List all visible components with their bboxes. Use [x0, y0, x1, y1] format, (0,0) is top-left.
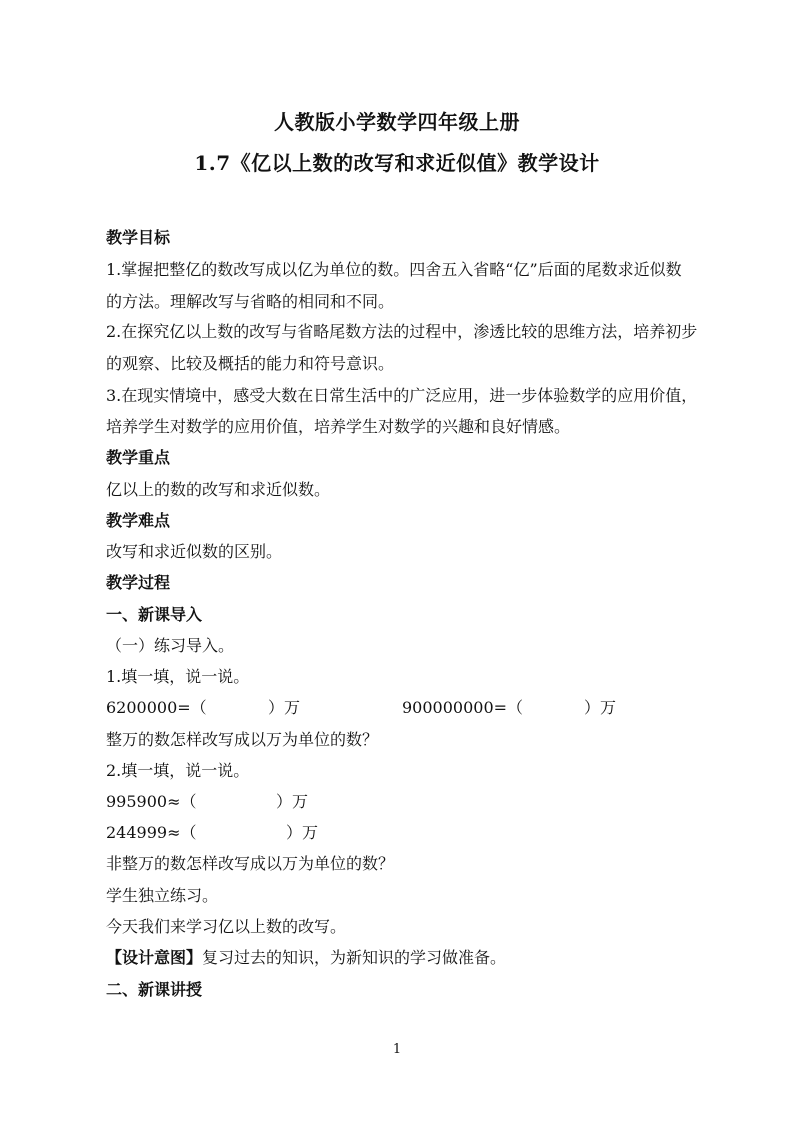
- heading-process: 教学过程: [106, 573, 171, 592]
- document-title: 人教版小学数学四年级上册: [274, 110, 520, 134]
- section-1-heading: 一、新课导入: [106, 605, 203, 624]
- key-points-text: 亿以上的数的改写和求近似数。: [106, 480, 331, 499]
- heading-key-points: 教学重点: [106, 448, 171, 467]
- objective-1-line-2: 的方法。理解改写与省略的相同和不同。: [106, 292, 395, 311]
- exercise-2-b-end: ）万: [286, 823, 319, 842]
- heading-difficulties: 教学难点: [106, 511, 171, 530]
- exercise-1-left-end: ）万: [268, 698, 301, 717]
- subsection-1: （一）练习导入。: [106, 636, 235, 655]
- exercise-2-b-start: 244999≈（: [106, 823, 197, 842]
- objective-1-line-1: 1.掌握把整亿的数改写成以亿为单位的数。四舍五入省略“亿”后面的尾数求近似数: [106, 260, 682, 279]
- difficulties-text: 改写和求近似数的区别。: [106, 542, 283, 561]
- exercise-1-right-end: ）万: [584, 698, 617, 717]
- exercise-2-prompt: 2.填一填，说一说。: [106, 761, 250, 780]
- design-intent-label: 【设计意图】: [106, 948, 203, 967]
- exercise-1-blanks: [106, 698, 666, 718]
- today-intro: 今天我们来学习亿以上数的改写。: [106, 917, 347, 936]
- question-2: 非整万的数怎样改写成以万为单位的数？: [106, 854, 395, 873]
- question-1: 整万的数怎样改写成以万为单位的数？: [106, 730, 379, 749]
- exercise-1-prompt: 1.填一填，说一说。: [106, 667, 250, 686]
- heading-objectives: 教学目标: [106, 228, 171, 247]
- section-2-heading: 二、新课讲授: [106, 980, 203, 999]
- design-intent-text: 复习过去的知识，为新知识的学习做准备。: [202, 948, 507, 967]
- objective-3-line-2: 培养学生对数学的应用价值，培养学生对数学的兴趣和良好情感。: [106, 417, 571, 436]
- design-intent: [106, 948, 506, 968]
- exercise-2-a-end: ）万: [276, 792, 309, 811]
- exercise-2-blank-b: [106, 823, 406, 843]
- objective-2-line-2: 的观察、比较及概括的能力和符号意识。: [106, 354, 395, 373]
- exercise-1-left-start: 6200000=（: [106, 698, 207, 717]
- page-number: 1: [392, 1042, 402, 1057]
- document-subtitle: 1.7《亿以上数的改写和求近似值》教学设计: [194, 151, 600, 175]
- student-practice: 学生独立练习。: [106, 886, 219, 905]
- objective-3-line-1: 3.在现实情境中，感受大数在日常生活中的广泛应用，进一步体验数学的应用价值，: [106, 386, 698, 405]
- objective-2-line-1: 2.在探究亿以上数的改写与省略尾数方法的过程中，渗透比较的思维方法，培养初步: [106, 322, 698, 341]
- exercise-2-blank-a: [106, 792, 406, 812]
- exercise-2-a-start: 995900≈（: [106, 792, 197, 811]
- exercise-1-right-start: 900000000=（: [402, 698, 524, 717]
